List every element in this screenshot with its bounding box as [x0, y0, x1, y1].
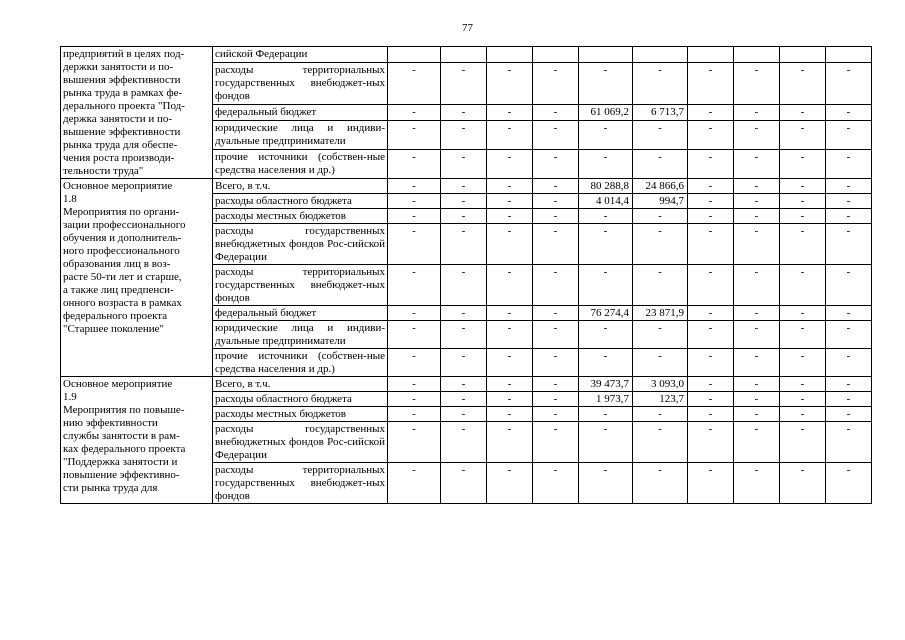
value-cell: [688, 47, 734, 63]
value-cell: -: [734, 392, 780, 407]
value-cell: -: [780, 422, 826, 463]
activity-line: Мероприятия по повыше-: [63, 404, 185, 416]
funding-source-cell: федеральный бюджет: [213, 306, 388, 321]
value-cell: -: [780, 62, 826, 105]
value-cell: -: [826, 349, 872, 377]
value-cell: -: [688, 392, 734, 407]
funding-source-cell: расходы местных бюджетов: [213, 209, 388, 224]
value-cell: -: [487, 105, 533, 121]
value-cell: -: [441, 321, 487, 349]
value-cell: -: [533, 392, 579, 407]
value-cell: -: [826, 179, 872, 194]
value-cell: -: [441, 105, 487, 121]
funding-source-cell: федеральный бюджет: [213, 105, 388, 121]
value-cell: -: [826, 265, 872, 306]
value-cell: -: [579, 407, 633, 422]
funding-source-cell: расходы местных бюджетов: [213, 407, 388, 422]
activity-line: повышение эффективно-: [63, 469, 180, 481]
value-cell: -: [688, 149, 734, 178]
activity-line: "Старшее поколение": [63, 323, 165, 335]
activity-line: Основное мероприятие: [63, 180, 173, 192]
value-cell: -: [734, 224, 780, 265]
value-cell: -: [633, 265, 688, 306]
value-cell: -: [688, 265, 734, 306]
value-cell: -: [826, 62, 872, 105]
value-cell: [826, 47, 872, 63]
value-cell: 1 973,7: [579, 392, 633, 407]
value-cell: -: [487, 349, 533, 377]
value-cell: -: [533, 306, 579, 321]
value-cell: -: [734, 209, 780, 224]
activity-line: вышение эффективности: [63, 126, 181, 138]
value-cell: -: [688, 377, 734, 392]
value-cell: -: [780, 224, 826, 265]
value-cell: -: [388, 194, 441, 209]
value-cell: -: [688, 62, 734, 105]
value-cell: -: [533, 179, 579, 194]
funding-source-cell: расходы государственных внебюджетных фондов Рос-сийской Федерации: [213, 224, 388, 265]
value-cell: -: [487, 120, 533, 149]
funding-source-cell: юридические лица и индиви-дуальные предприниматели: [213, 120, 388, 149]
value-cell: -: [533, 120, 579, 149]
activity-line: а также лиц предпенси-: [63, 284, 174, 296]
activity-line: тельности труда": [63, 165, 144, 177]
value-cell: -: [487, 321, 533, 349]
value-cell: [579, 47, 633, 63]
value-cell: -: [734, 105, 780, 121]
value-cell: 61 069,2: [579, 105, 633, 121]
activity-line: 1.9: [63, 391, 77, 403]
value-cell: -: [734, 194, 780, 209]
value-cell: -: [441, 306, 487, 321]
value-cell: -: [780, 194, 826, 209]
value-cell: -: [441, 120, 487, 149]
value-cell: -: [688, 306, 734, 321]
value-cell: -: [734, 377, 780, 392]
value-cell: -: [734, 407, 780, 422]
activity-cell: [61, 47, 213, 179]
value-cell: -: [487, 392, 533, 407]
value-cell: -: [826, 392, 872, 407]
value-cell: -: [633, 407, 688, 422]
activity-line: чения роста производи-: [63, 152, 175, 164]
value-cell: -: [633, 209, 688, 224]
value-cell: -: [441, 224, 487, 265]
value-cell: -: [441, 349, 487, 377]
value-cell: -: [826, 321, 872, 349]
value-cell: -: [579, 265, 633, 306]
value-cell: -: [441, 194, 487, 209]
value-cell: 24 866,6: [633, 179, 688, 194]
value-cell: -: [826, 306, 872, 321]
value-cell: -: [826, 224, 872, 265]
activity-line: образования лиц в воз-: [63, 258, 171, 270]
activity-line: сти рынка труда для: [63, 482, 158, 494]
value-cell: -: [388, 463, 441, 504]
value-cell: [533, 47, 579, 63]
value-cell: -: [780, 179, 826, 194]
value-cell: -: [487, 422, 533, 463]
activity-line: ного профессионального: [63, 245, 180, 257]
funding-source-cell: расходы областного бюджета: [213, 194, 388, 209]
value-cell: -: [579, 321, 633, 349]
value-cell: -: [734, 321, 780, 349]
value-cell: -: [688, 349, 734, 377]
value-cell: -: [826, 149, 872, 178]
value-cell: -: [388, 265, 441, 306]
value-cell: -: [826, 377, 872, 392]
value-cell: -: [734, 62, 780, 105]
value-cell: -: [579, 422, 633, 463]
value-cell: -: [688, 422, 734, 463]
value-cell: -: [533, 62, 579, 105]
value-cell: -: [441, 422, 487, 463]
activity-line: федерального проекта: [63, 310, 168, 322]
value-cell: [388, 47, 441, 63]
value-cell: 76 274,4: [579, 306, 633, 321]
value-cell: -: [388, 407, 441, 422]
value-cell: -: [734, 265, 780, 306]
value-cell: 994,7: [633, 194, 688, 209]
table-body: [61, 47, 872, 504]
activity-line: "Поддержка занятости и: [63, 456, 178, 468]
value-cell: -: [441, 62, 487, 105]
value-cell: -: [633, 224, 688, 265]
value-cell: -: [388, 120, 441, 149]
activity-cell: [61, 179, 213, 377]
value-cell: -: [633, 349, 688, 377]
funding-source-cell: расходы территориальных государственных внебюджет-ных фондов: [213, 62, 388, 105]
value-cell: -: [533, 407, 579, 422]
value-cell: -: [826, 120, 872, 149]
value-cell: -: [579, 349, 633, 377]
value-cell: -: [579, 149, 633, 178]
value-cell: -: [633, 120, 688, 149]
funding-source-cell: расходы территориальных государственных внебюджет-ных фондов: [213, 463, 388, 504]
value-cell: [633, 47, 688, 63]
value-cell: -: [633, 422, 688, 463]
value-cell: -: [734, 179, 780, 194]
value-cell: -: [780, 105, 826, 121]
value-cell: -: [780, 321, 826, 349]
activity-line: рынка труда в рамках фе-: [63, 87, 183, 99]
activity-line: рынка труда для обеспе-: [63, 139, 178, 151]
value-cell: -: [533, 265, 579, 306]
value-cell: -: [533, 209, 579, 224]
value-cell: 23 871,9: [633, 306, 688, 321]
value-cell: 80 288,8: [579, 179, 633, 194]
value-cell: -: [734, 149, 780, 178]
funding-source-cell: сийской Федерации: [213, 47, 388, 63]
value-cell: 123,7: [633, 392, 688, 407]
value-cell: -: [633, 149, 688, 178]
activity-line: держка занятости и по-: [63, 113, 173, 125]
value-cell: -: [487, 179, 533, 194]
value-cell: -: [688, 407, 734, 422]
funding-source-cell: расходы государственных внебюджетных фондов Рос-сийской Федерации: [213, 422, 388, 463]
activity-line: 1.8: [63, 193, 77, 205]
value-cell: -: [441, 265, 487, 306]
value-cell: -: [487, 209, 533, 224]
activity-line: расте 50-ти лет и старше,: [63, 271, 182, 283]
value-cell: -: [441, 463, 487, 504]
value-cell: -: [579, 62, 633, 105]
value-cell: -: [533, 349, 579, 377]
value-cell: -: [533, 194, 579, 209]
value-cell: -: [533, 377, 579, 392]
activity-line: дерального проекта "Под-: [63, 100, 185, 112]
value-cell: -: [579, 463, 633, 504]
value-cell: -: [487, 62, 533, 105]
value-cell: -: [780, 407, 826, 422]
value-cell: -: [388, 306, 441, 321]
activity-line: держки занятости и по-: [63, 61, 174, 73]
value-cell: [487, 47, 533, 63]
value-cell: [780, 47, 826, 63]
value-cell: -: [388, 349, 441, 377]
value-cell: -: [533, 321, 579, 349]
value-cell: -: [826, 105, 872, 121]
value-cell: -: [388, 422, 441, 463]
value-cell: -: [487, 463, 533, 504]
activity-line: Мероприятия по органи-: [63, 206, 180, 218]
activity-line: предприятий в целях под-: [63, 48, 185, 60]
value-cell: -: [388, 224, 441, 265]
value-cell: -: [780, 349, 826, 377]
value-cell: -: [688, 321, 734, 349]
funding-source-cell: юридические лица и индиви-дуальные предприниматели: [213, 321, 388, 349]
value-cell: -: [633, 62, 688, 105]
value-cell: -: [734, 120, 780, 149]
value-cell: [734, 47, 780, 63]
activity-cell: [61, 377, 213, 504]
value-cell: -: [688, 463, 734, 504]
value-cell: -: [487, 149, 533, 178]
value-cell: 4 014,4: [579, 194, 633, 209]
value-cell: -: [533, 224, 579, 265]
value-cell: -: [533, 422, 579, 463]
funding-source-cell: Всего, в т.ч.: [213, 179, 388, 194]
value-cell: -: [388, 392, 441, 407]
value-cell: -: [388, 179, 441, 194]
activity-line: нию эффективности: [63, 417, 158, 429]
value-cell: -: [579, 120, 633, 149]
table-row: [61, 377, 872, 392]
value-cell: -: [780, 463, 826, 504]
value-cell: 3 093,0: [633, 377, 688, 392]
value-cell: -: [780, 265, 826, 306]
value-cell: -: [826, 463, 872, 504]
value-cell: -: [780, 149, 826, 178]
value-cell: -: [441, 392, 487, 407]
value-cell: -: [441, 407, 487, 422]
value-cell: -: [487, 377, 533, 392]
value-cell: -: [441, 209, 487, 224]
value-cell: -: [441, 377, 487, 392]
value-cell: -: [688, 224, 734, 265]
value-cell: -: [826, 194, 872, 209]
table-row: [61, 47, 872, 63]
funding-source-cell: Всего, в т.ч.: [213, 377, 388, 392]
value-cell: -: [633, 463, 688, 504]
page-number: 77: [462, 22, 473, 34]
table-row: [61, 179, 872, 194]
value-cell: -: [487, 407, 533, 422]
value-cell: -: [487, 194, 533, 209]
value-cell: -: [734, 463, 780, 504]
value-cell: -: [780, 120, 826, 149]
value-cell: -: [579, 224, 633, 265]
value-cell: -: [734, 349, 780, 377]
value-cell: -: [826, 422, 872, 463]
activity-line: Основное мероприятие: [63, 378, 173, 390]
funding-source-cell: прочие источники (собствен-ные средства населения и др.): [213, 349, 388, 377]
value-cell: -: [780, 306, 826, 321]
value-cell: -: [533, 463, 579, 504]
value-cell: -: [688, 120, 734, 149]
value-cell: -: [441, 179, 487, 194]
value-cell: -: [826, 209, 872, 224]
activity-line: онного возраста в рамках: [63, 297, 182, 309]
value-cell: -: [388, 377, 441, 392]
value-cell: -: [688, 179, 734, 194]
value-cell: -: [688, 194, 734, 209]
value-cell: -: [487, 265, 533, 306]
value-cell: -: [688, 209, 734, 224]
value-cell: -: [388, 209, 441, 224]
value-cell: 6 713,7: [633, 105, 688, 121]
value-cell: -: [780, 377, 826, 392]
value-cell: -: [734, 422, 780, 463]
value-cell: [441, 47, 487, 63]
value-cell: -: [388, 105, 441, 121]
value-cell: -: [388, 149, 441, 178]
funding-source-cell: расходы территориальных государственных внебюджет-ных фондов: [213, 265, 388, 306]
value-cell: -: [533, 105, 579, 121]
activity-line: обучения и дополнитель-: [63, 232, 182, 244]
value-cell: -: [441, 149, 487, 178]
value-cell: -: [734, 306, 780, 321]
activity-line: ках федерального проекта: [63, 443, 186, 455]
value-cell: -: [633, 321, 688, 349]
budget-table: [60, 46, 872, 504]
activity-line: вышения эффективности: [63, 74, 181, 86]
value-cell: -: [826, 407, 872, 422]
value-cell: -: [533, 149, 579, 178]
value-cell: -: [579, 209, 633, 224]
value-cell: -: [388, 62, 441, 105]
value-cell: -: [487, 306, 533, 321]
value-cell: -: [388, 321, 441, 349]
value-cell: -: [780, 209, 826, 224]
activity-line: службы занятости в рам-: [63, 430, 180, 442]
activity-line: зации профессионального: [63, 219, 186, 231]
value-cell: -: [487, 224, 533, 265]
value-cell: -: [688, 105, 734, 121]
value-cell: 39 473,7: [579, 377, 633, 392]
funding-source-cell: прочие источники (собствен-ные средства населения и др.): [213, 149, 388, 178]
value-cell: -: [780, 392, 826, 407]
funding-source-cell: расходы областного бюджета: [213, 392, 388, 407]
